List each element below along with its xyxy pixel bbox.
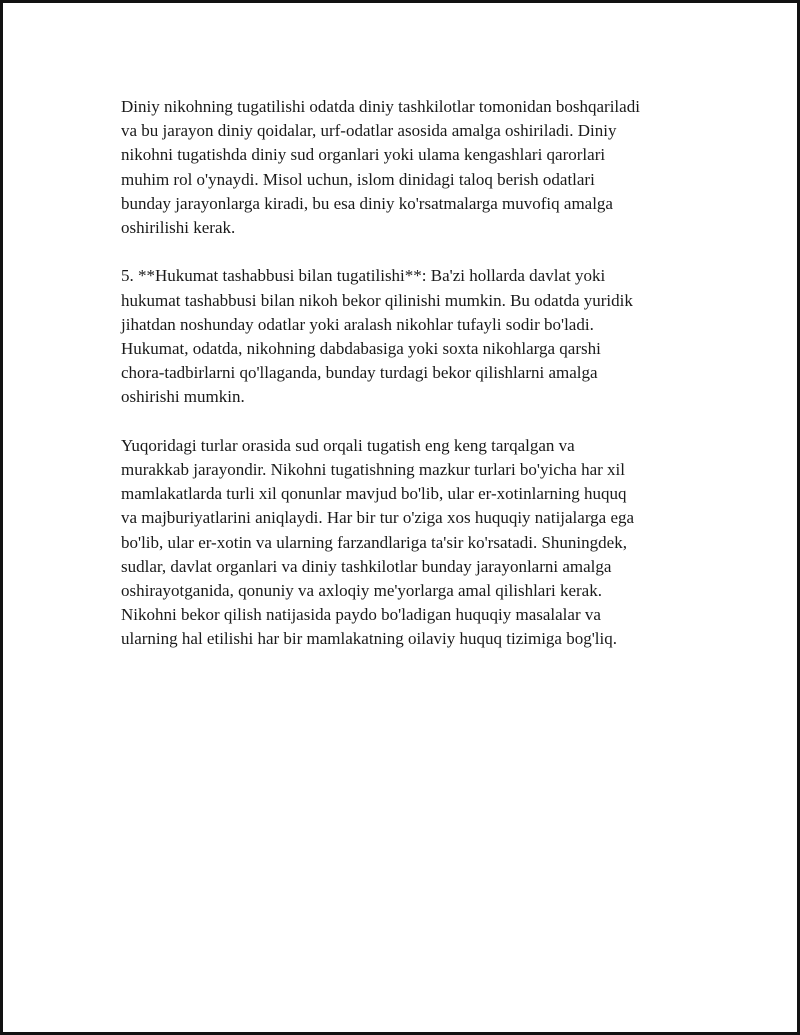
text-line: sudlar, davlat organlari va diniy tashkilotlar bunday jarayonlarni amalga xyxy=(121,556,612,576)
text-line: va majburiyatlarini aniqlaydi. Har bir tur o'ziga xos huquqiy natijalarga ega xyxy=(121,508,635,528)
document-body xyxy=(121,95,701,676)
text-line: hukumat tashabbusi bilan nikoh bekor qilinishi mumkin. Bu odatda yuridik xyxy=(121,290,633,310)
text-line: murakkab jarayondir. Nikohni tugatishning mazkur turlari bo'yicha har xil xyxy=(121,460,625,480)
text-line: bunday jarayonlarga kiradi, bu esa diniy ko'rsatmalarga muvofiq amalga xyxy=(121,193,613,213)
text-line: Diniy nikohning tugatilishi odatda diniy tashkilotlar tomonidan boshqariladi xyxy=(121,97,640,116)
text-line: jihatdan noshunday odatlar yoki aralash nikohlar tufayli sodir bo'ladi. xyxy=(121,314,594,334)
text-line: Hukumat, odatda, nikohning dabdabasiga yoki soxta nikohlarga qarshi xyxy=(121,339,601,359)
text-line: oshirishi mumkin. xyxy=(121,387,245,407)
paragraph-conclusion xyxy=(121,434,701,652)
text-line: Nikohni bekor qilish natijasida paydo bo'ladigan huquqiy masalalar va xyxy=(121,605,601,625)
text-line: chora-tadbirlarni qo'llaganda, bunday turdagi bekor qilishlarni amalga xyxy=(121,363,598,383)
text-line: oshirayotganida, qonuniy va axloqiy me'yorlarga amal qilishlari kerak. xyxy=(121,581,602,601)
paragraph-government-dissolution xyxy=(121,264,701,409)
text-line: bo'lib, ular er-xotin va ularning farzandlariga ta'sir ko'rsatadi. Shuningdek, xyxy=(121,532,627,552)
text-line: muhim rol o'ynaydi. Misol uchun, islom dinidagi taloq berish odatlari xyxy=(121,169,595,189)
text-line: mamlakatlarda turli xil qonunlar mavjud bo'lib, ular er-xotinlarning huquq xyxy=(121,484,627,504)
text-line: Yuqoridagi turlar orasida sud orqali tugatish eng keng tarqalgan va xyxy=(121,435,575,455)
text-line: va bu jarayon diniy qoidalar, urf-odatlar asosida amalga oshiriladi. Diniy xyxy=(121,121,617,141)
text-line: nikohni tugatishda diniy sud organlari yoki ulama kengashlari qarorlari xyxy=(121,145,606,165)
text-line: 5. **Hukumat tashabbusi bilan tugatilishi**: Ba'zi hollarda davlat yoki xyxy=(121,266,606,286)
text-line: oshirilishi kerak. xyxy=(121,218,236,238)
paragraph-religious-dissolution xyxy=(121,95,701,240)
text-line: ularning hal etilishi har bir mamlakatning oilaviy huquq tizimiga bog'liq. xyxy=(121,629,617,649)
